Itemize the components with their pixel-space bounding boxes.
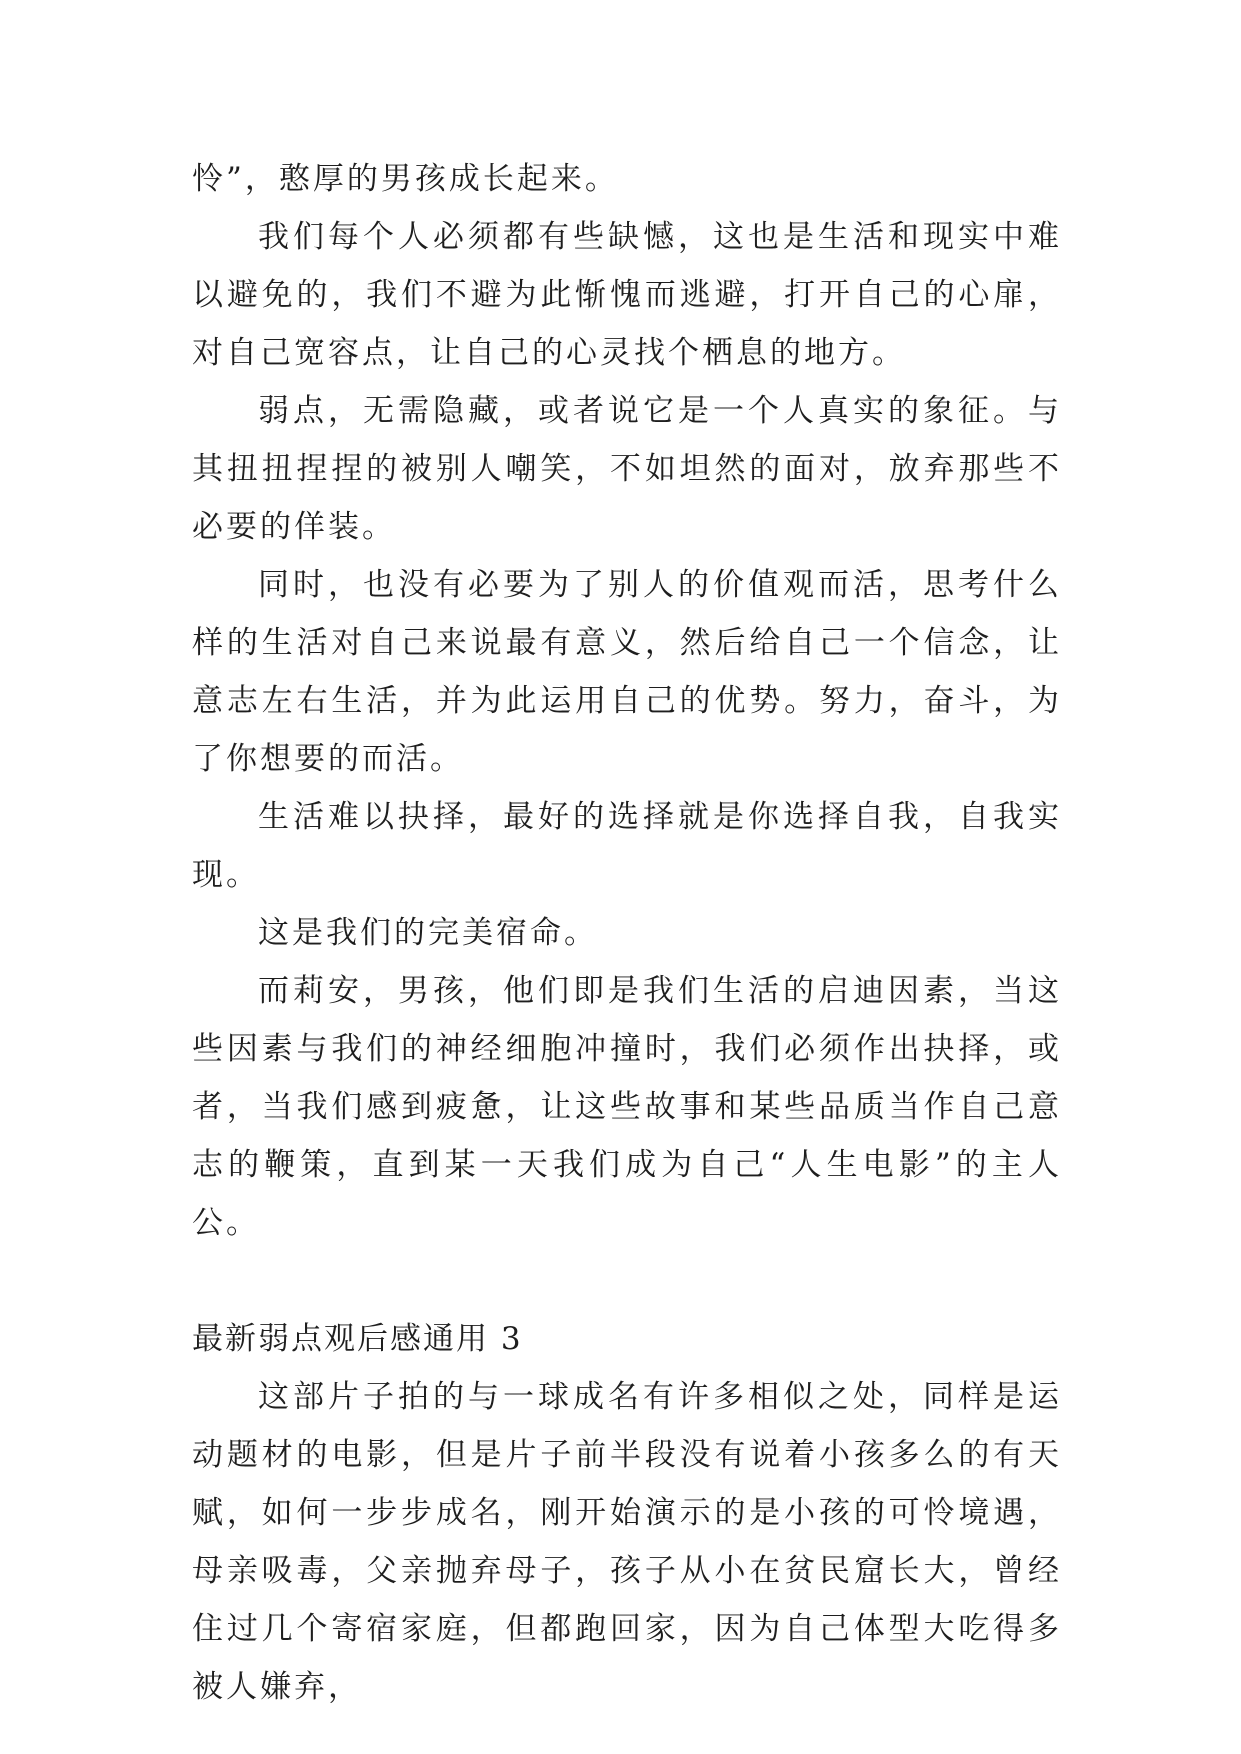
section-title: 最新弱点观后感通用 3 xyxy=(192,1321,523,1357)
paragraph: 怜”，憨厚的男孩成长起来。 xyxy=(192,161,619,197)
paragraph: 同时，也没有必要为了别人的价值观而活，思考什么样的生活对自己来说最有意义，然后给自己一个信念，让意志左右生活，并为此运用自己的优势。努力，奋斗，为了你想要的而活。 xyxy=(192,567,1062,777)
body-text-after xyxy=(192,1368,1062,1716)
paragraph: 生活难以抉择，最好的选择就是你选择自我，自我实现。 xyxy=(192,799,1062,893)
paragraph: 我们每个人必须都有些缺憾，这也是生活和现实中难以避免的，我们不避为此惭愧而逃避，打开自己的心扉，对自己宽容点，让自己的心灵找个栖息的地方。 xyxy=(192,219,1062,371)
paragraph: 这部片子拍的与一球成名有许多相似之处，同样是运动题材的电影，但是片子前半段没有说着小孩多么的有天赋，如何一步步成名，刚开始演示的是小孩的可怜境遇，母亲吸毒，父亲抛弃母子，孩子从小在贫民窟长大，曾经住过几个寄宿家庭，但都跑回家，因为自己体型大吃得多被人嫌弃， xyxy=(192,1379,1062,1705)
body-text-before xyxy=(192,150,1062,1252)
paragraph: 弱点，无需隐藏，或者说它是一个人真实的象征。与其扭扭捏捏的被别人嘲笑，不如坦然的面对，放弃那些不必要的佯装。 xyxy=(192,393,1062,545)
document-page xyxy=(192,150,1062,1716)
paragraph: 这是我们的完美宿命。 xyxy=(258,915,598,951)
paragraph: 而莉安，男孩，他们即是我们生活的启迪因素，当这些因素与我们的神经细胞冲撞时，我们必须作出抉择，或者，当我们感到疲惫，让这些故事和某些品质当作自己意志的鞭策，直到某一天我们成为自己“人生电影”的主人公。 xyxy=(192,973,1062,1241)
